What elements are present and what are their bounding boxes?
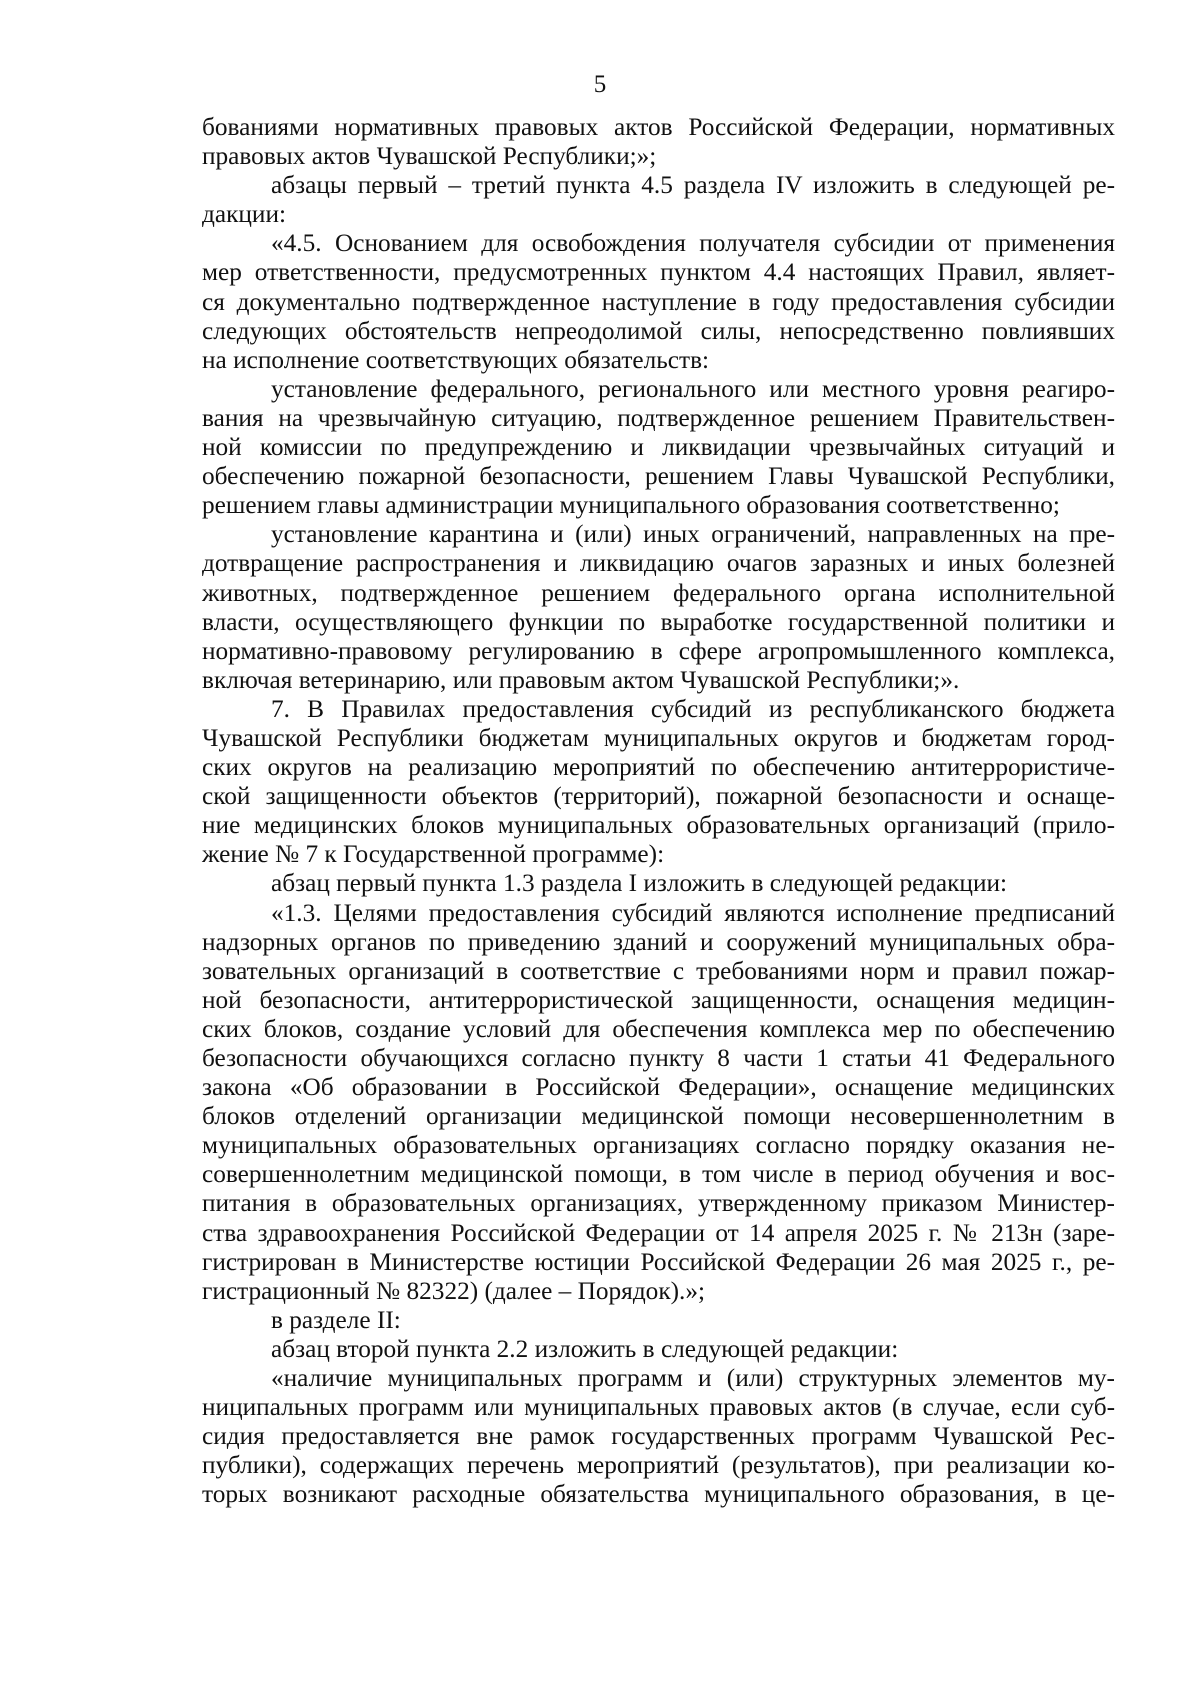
text-line: «4.5. Основанием для освобождения получателя субсидии от применения (271, 229, 1115, 258)
text-line: зовательных организаций в соответствие с требованиями норм и правил пожар- (202, 956, 1115, 985)
text-line: закона «Об образовании в Российской Федерации», оснащение медицинских (202, 1073, 1115, 1102)
text-line: совершеннолетним медицинской помощи, в том числе в период обучения и вос- (202, 1160, 1115, 1189)
text-line: мер ответственности, предусмотренных пунктом 4.4 настоящих Правил, являет- (202, 258, 1115, 287)
paragraph (202, 1335, 1115, 1364)
text-line: питания в образовательных организациях, утвержденному приказом Министер- (202, 1189, 1115, 1218)
text-line: ной безопасности, антитеррористической защищенности, оснащения медицин- (202, 985, 1115, 1014)
paragraph (202, 375, 1115, 520)
text-line: «наличие муниципальных программ и (или) структурных элементов му- (271, 1364, 1115, 1393)
text-line: надзорных органов по приведению зданий и сооружений муниципальных обра- (202, 927, 1115, 956)
text-line: включая ветеринарию, или правовым актом Чувашской Республики;». (202, 665, 960, 694)
paragraph (202, 171, 1115, 229)
text-line: дакции: (202, 200, 287, 229)
text-line: нормативно-правовому регулированию в сфере агропромышленного комплекса, (202, 636, 1115, 665)
paragraph (202, 899, 1115, 1306)
text-line: ских блоков, создание условий для обеспечения комплекса мер по обеспечению (202, 1014, 1115, 1043)
text-line: публики), содержащих перечень мероприятий (результатов), при реализации ко- (202, 1451, 1115, 1480)
text-line: на исполнение соответствующих обязательств: (202, 345, 710, 374)
text-line: власти, осуществляющего функции по выработке государственной политики и (202, 607, 1115, 636)
text-line: решением главы администрации муниципального образования соответственно; (202, 491, 1060, 520)
text-line: ной комиссии по предупреждению и ликвидации чрезвычайных ситуаций и (202, 433, 1115, 462)
text-line: блоков отделений организации медицинской помощи несовершеннолетним в (202, 1102, 1115, 1131)
text-line: абзацы первый – третий пункта 4.5 раздела IV изложить в следующей ре- (271, 171, 1115, 200)
text-line: безопасности обучающихся согласно пункту 8 части 1 статьи 41 Федерального (202, 1044, 1115, 1072)
text-line: бованиями нормативных правовых актов Российской Федерации, нормативных (202, 113, 1115, 141)
text-line: в разделе II: (271, 1305, 401, 1334)
text-line: гистрирован в Министерстве юстиции Российской Федерации 26 мая 2025 г., ре- (202, 1247, 1115, 1276)
text-line: гистрационный № 82322) (далее – Порядок).»; (202, 1276, 706, 1305)
text-line: вания на чрезвычайную ситуацию, подтвержденное решением Правительствен- (202, 403, 1115, 432)
text-line: жение № 7 к Государственной программе): (202, 840, 665, 869)
paragraph (202, 113, 1115, 171)
text-line: муниципальных образовательных организациях согласно порядку оказания не- (202, 1131, 1115, 1160)
text-line: обеспечению пожарной безопасности, решением Главы Чувашской Республики, (202, 462, 1115, 491)
text-line: торых возникают расходные обязательства муниципального образования, в це- (202, 1480, 1115, 1509)
text-line: ских округов на реализацию мероприятий по обеспечению антитеррористиче- (202, 753, 1115, 782)
text-line: ние медицинских блоков муниципальных образовательных организаций (прило- (202, 811, 1115, 840)
paragraph (202, 695, 1115, 870)
text-line: следующих обстоятельств непреодолимой силы, непосредственно повлиявших (202, 316, 1115, 345)
text-line: ниципальных программ или муниципальных правовых актов (в случае, если суб- (202, 1393, 1115, 1422)
text-line: установление федерального, регионального или местного уровня реагиро- (271, 374, 1115, 403)
text-line: ся документально подтвержденное наступление в году предоставления субсидии (202, 287, 1115, 316)
paragraph (202, 1364, 1115, 1509)
text-line: абзац первый пункта 1.3 раздела I изложить в следующей редакции: (271, 869, 1008, 898)
text-line: Чувашской Республики бюджетам муниципальных округов и бюджетам город- (202, 723, 1115, 752)
text-line: ства здравоохранения Российской Федерации от 14 апреля 2025 г. № 213н (заре- (202, 1218, 1115, 1247)
text-line: сидия предоставляется вне рамок государственных программ Чувашской Рес- (202, 1422, 1115, 1451)
text-line: животных, подтвержденное решением федерального органа исполнительной (202, 578, 1115, 607)
text-line: 7. В Правилах предоставления субсидий из республиканского бюджета (271, 694, 1115, 723)
text-line: абзац второй пункта 2.2 изложить в следующей редакции: (271, 1334, 899, 1363)
text-line: правовых актов Чувашской Республики;»; (202, 142, 657, 171)
page-number: 5 (593, 71, 607, 98)
text-line: установление карантина и (или) иных ограничений, направленных на пре- (271, 520, 1115, 549)
paragraph (202, 869, 1115, 898)
text-line: ской защищенности объектов (территорий), пожарной безопасности и оснаще- (202, 782, 1115, 811)
text-line: «1.3. Целями предоставления субсидий являются исполнение предписаний (271, 898, 1115, 927)
document-body (202, 113, 1115, 1510)
paragraph (202, 1306, 1115, 1335)
text-line: дотвращение распространения и ликвидацию очагов заразных и иных болезней (202, 549, 1115, 578)
paragraph (202, 520, 1115, 695)
paragraph (202, 229, 1115, 374)
